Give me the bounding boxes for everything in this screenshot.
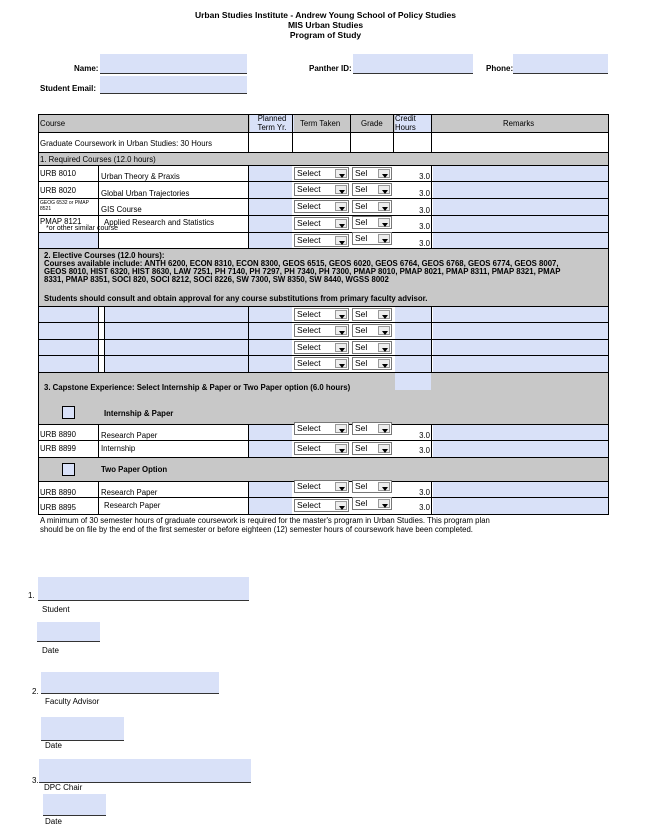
term-taken-select[interactable] bbox=[294, 442, 349, 455]
grade-select-value: Sel bbox=[355, 358, 368, 368]
dpc-chair-label: DPC Chair bbox=[44, 783, 83, 792]
internship-option-label: Internship & Paper bbox=[104, 409, 174, 418]
grade-select[interactable] bbox=[352, 183, 392, 196]
required-course-code: GEOG 6532 or PMAP 8521 bbox=[40, 200, 89, 212]
term-taken-select[interactable] bbox=[294, 357, 349, 370]
form-title: Urban Studies Institute - Andrew Young School of Policy Studies bbox=[194, 10, 456, 20]
term-taken-select[interactable] bbox=[294, 499, 349, 512]
name-field[interactable] bbox=[100, 54, 247, 74]
two-paper-option-checkbox[interactable] bbox=[62, 463, 75, 476]
term-taken-select[interactable] bbox=[294, 167, 349, 180]
required-course-name: Global Urban Trajectories bbox=[101, 189, 190, 198]
grade-select-value: Sel bbox=[355, 498, 368, 508]
date-label: Date bbox=[45, 817, 62, 826]
faculty-advisor-label: Faculty Advisor bbox=[45, 697, 100, 706]
panther-id-label: Panther ID: bbox=[309, 64, 352, 73]
credit-value: 3.0 bbox=[419, 239, 430, 248]
footnote-text: A minimum of 30 semester hours of graduate coursework is required for the master's program in Urban Studies. This program plan bbox=[40, 516, 490, 525]
chevron-down-icon bbox=[335, 359, 347, 368]
elective-note: Students should consult and obtain approval for any course substitutions from primary faculty advisor. bbox=[44, 294, 428, 303]
term-taken-select-value: Select bbox=[297, 325, 321, 335]
chevron-down-icon bbox=[335, 219, 347, 228]
required-courses-title: 1. Required Courses (12.0 hours) bbox=[40, 155, 156, 164]
remarks-column-header: Remarks bbox=[503, 119, 535, 128]
term-taken-select[interactable] bbox=[294, 234, 349, 247]
dpc-date-field[interactable] bbox=[43, 794, 106, 816]
chevron-down-icon bbox=[335, 310, 347, 319]
chevron-down-icon bbox=[378, 169, 390, 178]
footnote-text: should be on file by the end of the first semester or before eighteen (12) semester hours of coursework have been completed. bbox=[40, 525, 473, 534]
term-taken-select[interactable] bbox=[294, 200, 349, 213]
term-taken-select-value: Select bbox=[297, 218, 321, 228]
elective-courses-list: Courses available include: ANTH 6200, ECON 8310, ECON 8300, GEOS 6515, GEOS 6020, GEOS 6764, GEOS 6768, GEOS 6774, GEOS 8007, bbox=[44, 259, 559, 268]
grade-select[interactable] bbox=[352, 216, 392, 229]
term-taken-select[interactable] bbox=[294, 308, 349, 321]
term-taken-select-value: Select bbox=[297, 500, 321, 510]
grade-select-value: Sel bbox=[355, 423, 368, 433]
signature-number: 2. bbox=[32, 687, 39, 696]
chevron-down-icon bbox=[378, 343, 390, 352]
required-course-code: URB 8020 bbox=[40, 186, 76, 195]
elective-courses-list: GEOS 8010, HIST 6320, HIST 8630, LAW 7251, PH 7140, PH 7297, PH 7340, PH 7300, PMAP 8010, PMAP 8021, PMAP 8311, PMAP 8321, PMAP bbox=[44, 267, 561, 276]
term-taken-select[interactable] bbox=[294, 217, 349, 230]
form-subtitle: Program of Study bbox=[289, 30, 362, 40]
chevron-down-icon bbox=[378, 185, 390, 194]
program-title: MIS Urban Studies bbox=[287, 20, 364, 30]
grade-column-header: Grade bbox=[361, 119, 383, 128]
email-field[interactable] bbox=[100, 76, 247, 94]
grade-select[interactable] bbox=[352, 167, 392, 180]
credit-value: 3.0 bbox=[419, 206, 430, 215]
grade-select-value: Sel bbox=[355, 309, 368, 319]
capstone-course-name: Research Paper bbox=[104, 501, 161, 510]
chevron-down-icon bbox=[335, 185, 347, 194]
grade-select-value: Sel bbox=[355, 201, 368, 211]
chevron-down-icon bbox=[335, 202, 347, 211]
two-paper-option-label: Two Paper Option bbox=[101, 465, 168, 474]
grade-select-value: Sel bbox=[355, 325, 368, 335]
term-taken-select-value: Select bbox=[297, 309, 321, 319]
grade-select[interactable] bbox=[352, 357, 392, 370]
required-course-name: GIS Course bbox=[101, 205, 142, 214]
planned-column-header: Planned Term Yr. bbox=[257, 114, 287, 132]
chevron-down-icon bbox=[378, 359, 390, 368]
capstone-course-name: Research Paper bbox=[101, 488, 158, 497]
credit-value: 3.0 bbox=[419, 431, 430, 440]
grade-select-value: Sel bbox=[355, 481, 368, 491]
dpc-chair-signature-field[interactable] bbox=[39, 759, 251, 783]
capstone-course-code: URB 8899 bbox=[40, 444, 76, 453]
phone-label: Phone: bbox=[486, 64, 514, 73]
capstone-credit-field[interactable] bbox=[395, 372, 431, 390]
credit-value: 3.0 bbox=[419, 488, 430, 497]
term-taken-select-value: Select bbox=[297, 184, 321, 194]
chevron-down-icon bbox=[378, 234, 390, 243]
chevron-down-icon bbox=[378, 310, 390, 319]
internship-option-checkbox[interactable] bbox=[62, 406, 75, 419]
grade-select[interactable] bbox=[352, 324, 392, 337]
term-taken-select-value: Select bbox=[297, 358, 321, 368]
capstone-course-code: URB 8890 bbox=[40, 488, 76, 497]
grade-select[interactable] bbox=[352, 200, 392, 213]
required-course-code: URB 8010 bbox=[40, 169, 76, 178]
credit-value: 3.0 bbox=[419, 222, 430, 231]
elective-courses-title: 2. Elective Courses (12.0 hours): bbox=[44, 251, 165, 260]
term-taken-column-header: Term Taken bbox=[300, 119, 341, 128]
chevron-down-icon bbox=[378, 218, 390, 227]
chevron-down-icon bbox=[335, 501, 347, 510]
student-label: Student bbox=[42, 605, 70, 614]
required-course-name: Applied Research and Statistics bbox=[104, 218, 215, 227]
grade-select-value: Sel bbox=[355, 217, 368, 227]
grade-select[interactable] bbox=[352, 442, 392, 455]
signature-number: 1. bbox=[28, 591, 35, 600]
term-taken-select-value: Select bbox=[297, 342, 321, 352]
term-taken-select-value: Select bbox=[297, 423, 321, 433]
chevron-down-icon bbox=[378, 482, 390, 491]
grade-select[interactable] bbox=[352, 341, 392, 354]
grade-select[interactable] bbox=[352, 422, 392, 435]
grade-select-value: Sel bbox=[355, 184, 368, 194]
course-column-header: Course bbox=[40, 119, 66, 128]
chevron-down-icon bbox=[335, 169, 347, 178]
chevron-down-icon bbox=[335, 424, 347, 433]
student-date-field[interactable] bbox=[37, 622, 100, 642]
required-course-code: PMAP 8121 bbox=[40, 217, 82, 226]
capstone-title: 3. Capstone Experience: Select Internship & Paper or Two Paper option (6.0 hours) bbox=[44, 383, 351, 392]
grade-select-value: Sel bbox=[355, 168, 368, 178]
chevron-down-icon bbox=[335, 326, 347, 335]
signature-number: 3. bbox=[32, 776, 39, 785]
elective-courses-list: 8331, PMAP 8351, SOCI 820, SOCI 8212, SOCI 8226, SW 7300, SW 8350, SW 8440, WGSS 8002 bbox=[44, 275, 389, 284]
chevron-down-icon bbox=[335, 236, 347, 245]
term-taken-select-value: Select bbox=[297, 443, 321, 453]
capstone-course-name: Internship bbox=[101, 444, 136, 453]
panther-id-field[interactable] bbox=[353, 54, 473, 74]
grade-select[interactable] bbox=[352, 480, 392, 493]
capstone-course-code: URB 8890 bbox=[40, 430, 76, 439]
capstone-course-name: Research Paper bbox=[101, 431, 158, 440]
chevron-down-icon bbox=[335, 343, 347, 352]
term-taken-select-value: Select bbox=[297, 481, 321, 491]
credit-value: 3.0 bbox=[419, 172, 430, 181]
date-label: Date bbox=[42, 646, 59, 655]
capstone-course-code: URB 8895 bbox=[40, 503, 76, 512]
term-taken-select[interactable] bbox=[294, 341, 349, 354]
grade-select-value: Sel bbox=[355, 443, 368, 453]
chevron-down-icon bbox=[378, 202, 390, 211]
grade-select-value: Sel bbox=[355, 233, 368, 243]
grade-select-value: Sel bbox=[355, 342, 368, 352]
chevron-down-icon bbox=[378, 444, 390, 453]
credit-value: 3.0 bbox=[419, 503, 430, 512]
grade-select[interactable] bbox=[352, 308, 392, 321]
chevron-down-icon bbox=[335, 482, 347, 491]
student-signature-field[interactable] bbox=[38, 577, 249, 601]
term-taken-select-value: Select bbox=[297, 235, 321, 245]
required-course-name: Urban Theory & Praxis bbox=[101, 172, 180, 181]
chevron-down-icon bbox=[378, 499, 390, 508]
chevron-down-icon bbox=[378, 326, 390, 335]
remarks-required-fields[interactable] bbox=[433, 165, 608, 248]
graduate-coursework-title: Graduate Coursework in Urban Studies: 30 Hours bbox=[40, 139, 213, 148]
term-taken-select-value: Select bbox=[297, 168, 321, 178]
program-table bbox=[38, 114, 608, 514]
date-label: Date bbox=[45, 741, 62, 750]
planned-required-fields[interactable] bbox=[248, 165, 292, 248]
term-taken-select[interactable] bbox=[294, 183, 349, 196]
grade-select[interactable] bbox=[352, 232, 392, 245]
advisor-signature-field[interactable] bbox=[41, 672, 219, 694]
advisor-date-field[interactable] bbox=[41, 717, 124, 741]
credit-value: 3.0 bbox=[419, 189, 430, 198]
grade-select[interactable] bbox=[352, 497, 392, 510]
required-extra-course-field[interactable] bbox=[38, 232, 98, 248]
phone-field[interactable] bbox=[513, 54, 608, 74]
credit-value: 3.0 bbox=[419, 446, 430, 455]
chevron-down-icon bbox=[335, 444, 347, 453]
term-taken-select[interactable] bbox=[294, 324, 349, 337]
term-taken-select[interactable] bbox=[294, 422, 349, 435]
required-course-note: *or other similar course bbox=[46, 225, 118, 232]
credit-column-header: Credit Hours bbox=[395, 114, 416, 132]
email-label: Student Email: bbox=[40, 84, 97, 93]
term-taken-select[interactable] bbox=[294, 480, 349, 493]
name-label: Name: bbox=[74, 64, 99, 73]
chevron-down-icon bbox=[378, 424, 390, 433]
term-taken-select-value: Select bbox=[297, 201, 321, 211]
